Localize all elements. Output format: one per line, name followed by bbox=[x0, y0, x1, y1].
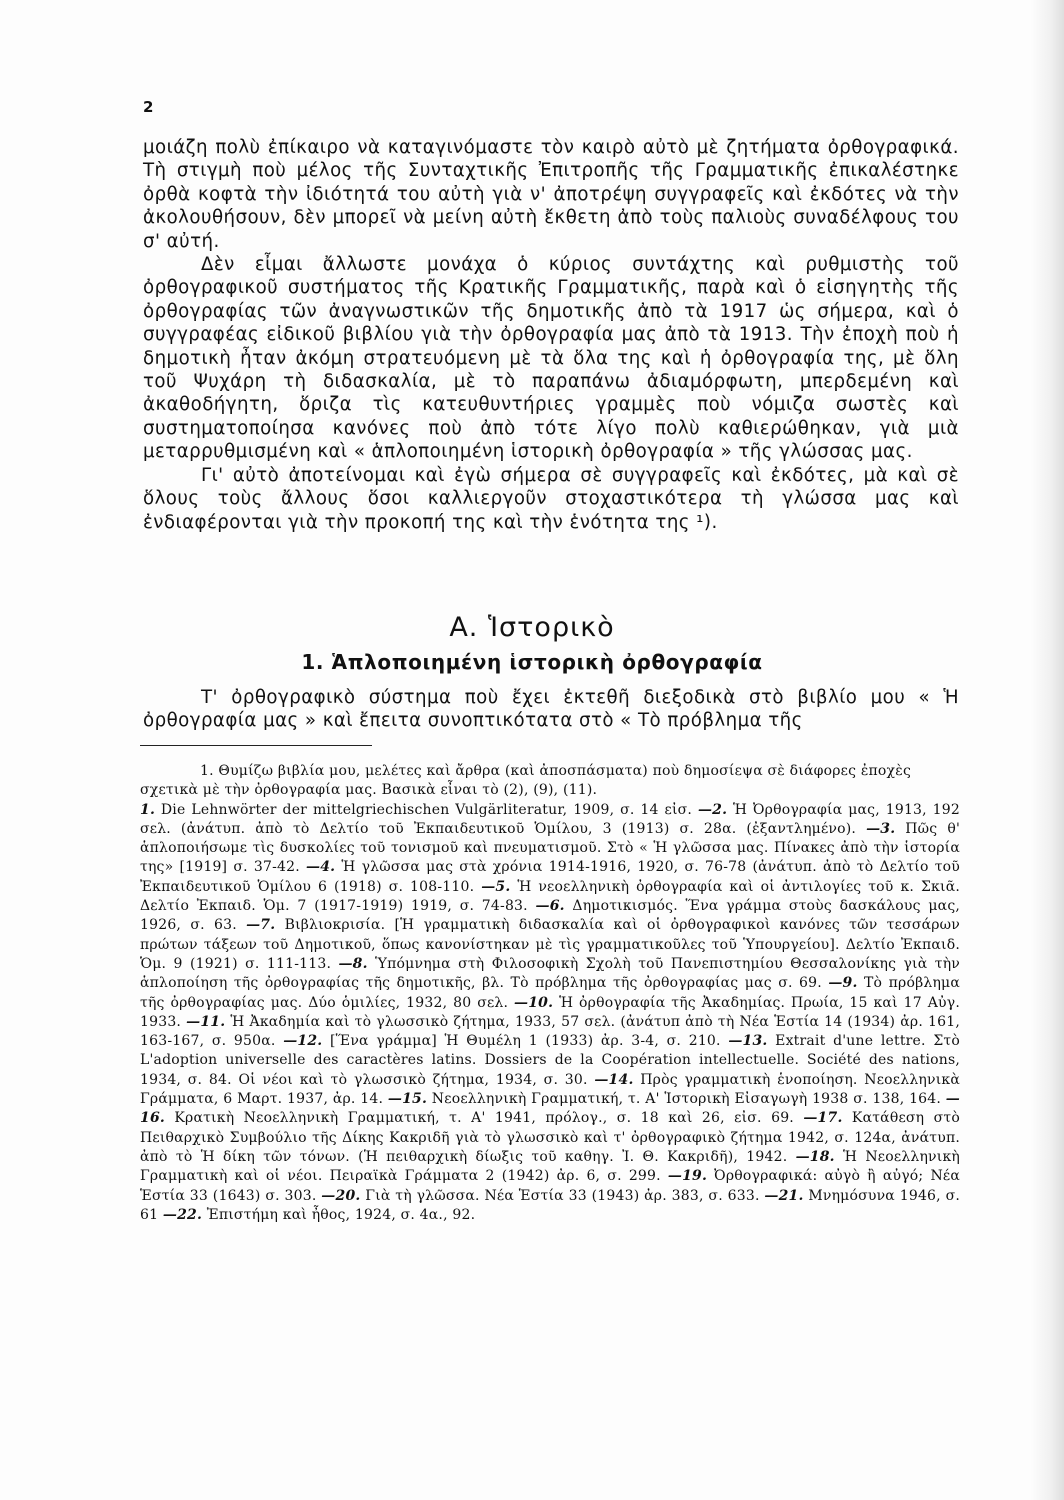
footnote-entry: Νεοελληνικὴ Γραμματική, τ. Α' Ἱστορικὴ Εἰσαγωγὴ 1938 σ. 138, 164. bbox=[427, 1091, 946, 1108]
footnote-number: —8. bbox=[338, 955, 368, 972]
footnote-divider bbox=[140, 745, 372, 746]
footnote-number: 1. bbox=[140, 801, 156, 818]
footnote-number: —19. bbox=[667, 1168, 708, 1185]
footnote-entry: Ἡ γλῶσσα μας στὰ χρόνια 1914-1916, 1920, σ. 76-78 (ἀνάτυπ. ἀπὸ τὸ Δελτίο τοῦ Ἐκπαιδευτικοῦ Ὁμίλου 6 (1918) σ. 108-110. bbox=[140, 859, 961, 895]
footnote-number: —2. bbox=[697, 801, 728, 818]
footnote-number: —15. bbox=[387, 1091, 428, 1108]
footnote-entry: Ἡ ὀρθογραφία τῆς Ἀκαδημίας. Πρωία, 15 καὶ 17 Αὐγ. 1933. bbox=[140, 994, 960, 1030]
footnote-entry: Μνημόσυνα 1946, σ. 61 bbox=[140, 1187, 960, 1223]
footnote-entry: Πῶς θ' ἁπλοποιήσωμε τὶς δυσκολίες τοῦ τονισμοῦ καὶ πνευματισμοῦ. Στὸ « Ἡ γλῶσσα μας. Πίνακες ἀπὸ τὴν ἱστορία της» [1919] σ. 37-42. bbox=[140, 820, 960, 876]
footnote-entry: Τὸ πρόβλημα τῆς ὀρθογραφίας μας. Δύο ὁμιλίες, 1932, 80 σελ. bbox=[140, 975, 960, 1011]
section-intro bbox=[143, 686, 959, 733]
footnote-entry: Die Lehnwörter der mittelgriechischen Vulgärliteratur, 1909, σ. 14 εἰσ. bbox=[155, 801, 698, 818]
section-heading: Α. Ἱστορικὸ bbox=[449, 612, 615, 643]
paragraph: Τ' ὀρθογραφικὸ σύστημα ποὺ ἔχει ἐκτεθῆ διεξοδικὰ στὸ βιβλίο μου « Ἡ ὀρθογραφία μας » καὶ ἔπειτα συνοπτικότατα στὸ « Τὸ πρόβλημα τῆς bbox=[143, 687, 959, 732]
footnote-entry: Ἡ Ἀκαδημία καὶ τὸ γλωσσικὸ ζήτημα, 1933, 57 σελ. (ἀνάτυπ ἀπὸ τὴ Νέα Ἑστία 14 (1934) ἀρ. 161, 163-167, σ. 950α. bbox=[140, 1013, 960, 1050]
footnote-number: —5. bbox=[481, 878, 511, 895]
footnote-number: —20. bbox=[321, 1187, 361, 1204]
footnote-entry: Κατάθεση στὸ Πειθαρχικὸ Συμβούλιο τῆς Δίκης Κακριδῆ γιὰ τὸ γλωσσικὸ καὶ τ' ὀρθογραφικὸ ζήτημα 1942, σ. 124α, ἀνάτυπ. ἀπὸ τὸ Ἡ δίκη τῶν τόνων. (Ἡ πειθαρχικὴ δίωξις τοῦ καθηγ. Ἰ. Θ. Κακριδῆ), 1942. bbox=[140, 1110, 960, 1165]
page-edge-shadow bbox=[1030, 0, 1064, 1500]
footnote-list bbox=[140, 801, 960, 1226]
footnote-number: —18. bbox=[795, 1148, 835, 1165]
footnote-number: —21. bbox=[764, 1187, 804, 1204]
footnote-entry: Βιβλιοκρισία. [Ἡ γραμματικὴ διδασκαλία καὶ οἱ ὀρθογραφικοὶ κανόνες τῶν τεσσάρων πρώτων τάξεων τοῦ Δημοτικοῦ, ὅπως κανονίστηκαν μὲ τὶς γραμματικοῦλες τοῦ Ὑπουργείου]. Δελτίο Ἐκπαιδ. Ὁμ. 9 (1921) σ. 111-113. bbox=[140, 917, 960, 972]
footnote-entry: Ὑπόμνημα στὴ Φιλοσοφικὴ Σχολὴ τοῦ Πανεπιστημίου Θεσσαλονίκης γιὰ τὴν ἁπλοποίηση τῆς ὀρθογραφίας τῆς δημοτικῆς, βλ. Τὸ πρόβλημα τῆς ὀρθογραφίας μας σ. 69. bbox=[140, 955, 961, 992]
footnote-number: —17. bbox=[803, 1110, 843, 1127]
footnote-number: —6. bbox=[535, 898, 565, 915]
paragraph: Δὲν εἶμαι ἄλλωστε μονάχα ὁ κύριος συντάχτης καὶ ρυθμιστὴς τοῦ ὀρθογραφικοῦ συστήματος τῆς Κρατικῆς Γραμματικῆς, παρὰ καὶ ὁ εἰσηγητὴς τῆς ὀρθογραφίας τῶν ἀναγνωστικῶν τῆς δημοτικῆς ἀπὸ τὰ 1917 ὡς σήμερα, καὶ ὁ συγγραφέας εἰδικοῦ βιβλίου γιὰ τὴν ὀρθογραφία μας ἀπὸ τὰ 1913. Τὴν ἐποχὴ ποὺ ἡ δημοτικὴ ἦταν ἀκόμη στρατευόμενη μὲ τὰ ὅλα της καὶ ἡ ὀρθογραφία της, μὲ ὅλη τοῦ Ψυχάρη τὴ διδασκαλία, μὲ τὸ παραπάνω ἀδιαμόρφωτη, μπερδεμένη καὶ ἀκαθοδήγητη, ὅριζα τὶς κατευθυντήριες γραμμὲς ποὺ νόμιζα σωστὲς καὶ συστηματοποίησα κανόνες ποὺ ἀπὸ τότε λίγο πολὺ καθιερώθηκαν, γιὰ μιὰ μεταρρυθμισμένη καὶ « ἁπλοποιημένη ἱστορικὴ ὀρθογραφία » τῆς γλώσσας μας. bbox=[143, 254, 959, 463]
footnote-intro: 1. Θυμίζω βιβλία μου, μελέτες καὶ ἄρθρα (καὶ ἀποσπάσματα) ποὺ δημοσίεψα σὲ διάφορες ἐποχὲς σχετικὰ μὲ τὴν ὀρθογραφία μας. Βασικὰ εἶναι τὸ (2), (9), (11). bbox=[140, 763, 911, 799]
body-text bbox=[143, 136, 959, 534]
footnote-number: —13. bbox=[728, 1033, 768, 1050]
footnote-entry: Extrait d'une lettre. Στὸ L'adoption universelle des caractères latins. Dossiers de la Coopération intellectuelle. Société des nations, 1934, σ. 84. Οἱ νέοι καὶ τὸ γλωσσικὸ ζήτημα, 1934, σ. 30. bbox=[140, 1033, 961, 1088]
footnote-entry: Κρατικὴ Νεοελληνικὴ Γραμματική, τ. Α' 1941, πρόλογ., σ. 18 καὶ 26, εἰσ. 69. bbox=[164, 1110, 804, 1127]
footnote-number: —11. bbox=[186, 1013, 226, 1030]
footnote-entry: Ἡ Ὀρθογραφία μας, 1913, 192 σελ. (ἀνάτυπ. ἀπὸ τὸ Δελτίο τοῦ Ἐκπαιδευτικοῦ Ὁμίλου, 3 (1913) σ. 28α. (ἐξαντλημένο). bbox=[140, 801, 960, 837]
footnote-entry: Ὀρθογραφικά: αὐγὸ ἢ αὐγό; Νέα Ἑστία 33 (1643) σ. 303. bbox=[140, 1168, 960, 1204]
page-number: 2 bbox=[143, 98, 154, 116]
footnote-number: —3. bbox=[866, 820, 896, 837]
footnotes bbox=[140, 762, 960, 1225]
footnote-number: —7. bbox=[246, 917, 276, 934]
footnote-entry: Ἐπιστήμη καὶ ἦθος, 1924, σ. 4α., 92. bbox=[202, 1206, 476, 1223]
paragraph: Γι' αὐτὸ ἀποτείνομαι καὶ ἐγὼ σήμερα σὲ συγγραφεῖς καὶ ἐκδότες, μὰ καὶ σὲ ὅλους τοὺς ἄλλους ὅσοι καλλιεργοῦν στοχαστικότερα τὴ γλώσσα μας καὶ ἐνδιαφέρονται γιὰ τὴν προκοπή της καὶ τὴν ἑνότητα της ¹). bbox=[143, 464, 959, 533]
footnote-number: —10. bbox=[514, 994, 554, 1011]
footnote-number: —14. bbox=[594, 1071, 634, 1088]
footnote-entry: Ἡ νεοελληνικὴ ὀρθογραφία καὶ οἱ ἀντιλογίες τοῦ κ. Σκιᾶ. Δελτίο Ἐκπαιδ. Ὁμ. 7 (1917-1919) 1919, σ. 74-83. bbox=[140, 878, 961, 915]
footnote-number: —22. bbox=[162, 1206, 203, 1223]
subsection-heading: 1. Ἁπλοποιημένη ἱστορικὴ ὀρθογραφία bbox=[301, 650, 763, 674]
footnote-number: —9. bbox=[828, 975, 858, 992]
footnote-entry: Γιὰ τὴ γλῶσσα. Νέα Ἑστία 33 (1943) ἀρ. 383, σ. 633. bbox=[360, 1187, 765, 1204]
footnote-entry: Δημοτικισμός. Ἕνα γράμμα στοὺς δασκάλους μας, 1926, σ. 63. bbox=[140, 898, 961, 934]
footnote-number: —16. bbox=[140, 1091, 960, 1127]
footnote-entry: Πρὸς γραμματικὴ ἑνοποίηση. Νεοελληνικὰ Γράμματα, 6 Μαρτ. 1937, ἀρ. 14. bbox=[140, 1071, 960, 1108]
footnote-entry: [Ἕνα γράμμα] Ἡ Θυμέλη 1 (1933) ἀρ. 3-4, σ. 210. bbox=[322, 1033, 729, 1050]
footnote-number: —12. bbox=[283, 1033, 323, 1050]
footnote-entry: Ἡ Νεοελληνικὴ Γραμματικὴ καὶ οἱ νέοι. Πειραϊκὰ Γράμματα 2 (1942) ἀρ. 6, σ. 299. bbox=[140, 1148, 960, 1185]
footnote-number: —4. bbox=[306, 859, 336, 876]
paragraph: μοιάζη πολὺ ἐπίκαιρο νὰ καταγινόμαστε τὸν καιρὸ αὐτὸ μὲ ζητήματα ὀρθογραφικά. Τὴ στιγμὴ ποὺ μέλος τῆς Συνταχτικῆς Ἐπιτροπῆς τῆς Γραμματικῆς ἐπικαλέστηκε ὀρθὰ κοφτὰ τὴν ἰδιότητά του αὐτὴ γιὰ ν' ἀποτρέψη συγγραφεῖς καὶ ἐκδότες νὰ τὴν ἀκολουθήσουν, δὲν μπορεῖ νὰ μείνη αὐτὴ ἔκθετη ἀπὸ τοὺς παλιοὺς συναδέλφους του σ' αὐτή. bbox=[143, 137, 959, 252]
